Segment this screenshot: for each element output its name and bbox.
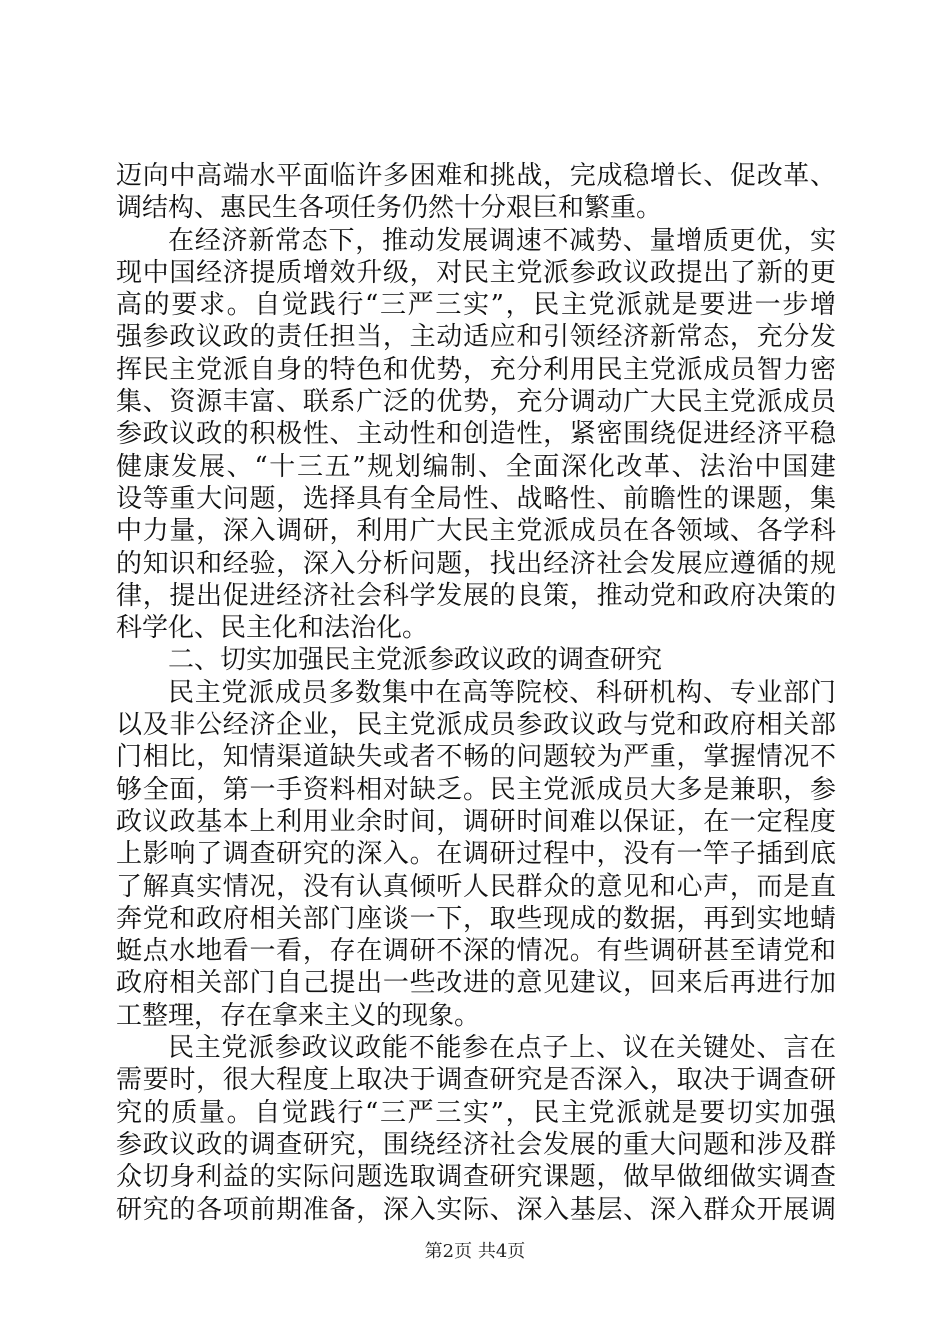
paragraph [116, 677, 836, 1032]
text-line: 政议政基本上利用业余时间，调研时间难以保证，在一定程度 [116, 806, 836, 837]
text-line: 以及非公经济企业，民主党派成员参政议政与党和政府相关部 [116, 710, 836, 741]
page-number-footer: 第2页 共4页 [424, 1241, 526, 1262]
paragraph [116, 1032, 836, 1226]
paragraph [116, 225, 836, 645]
text-line: 民主党派参政议政能不能参在点子上、议在关键处、言在 [168, 1033, 836, 1064]
text-line: 强参政议政的责任担当，主动适应和引领经济新常态，充分发 [116, 322, 836, 353]
text-line: 科学化、民主化和法治化。 [116, 613, 429, 644]
text-line: 参政议政的调查研究，围绕经济社会发展的重大问题和涉及群 [116, 1129, 836, 1160]
text-line: 现中国经济提质增效升级，对民主党派参政议政提出了新的更 [116, 257, 836, 288]
text-line: 迈向中高端水平面临许多困难和挑战，完成稳增长、促改革、 [116, 161, 836, 191]
paragraph [116, 160, 836, 225]
text-line: 了解真实情况，没有认真倾听人民群众的意见和心声，而是直 [116, 871, 836, 902]
text-line: 蜓点水地看一看，存在调研不深的情况。有些调研甚至请党和 [116, 936, 836, 967]
text-line: 高的要求。自觉践行“三严三实”，民主党派就是要进一步增 [116, 290, 836, 321]
text-line: 调结构、惠民生各项任务仍然十分艰巨和繁重。 [116, 193, 663, 224]
text-line: 门相比，知情渠道缺失或者不畅的问题较为严重，掌握情况不 [116, 742, 836, 773]
text-line: 研究的各项前期准备，深入实际、深入基层、深入群众开展调 [116, 1194, 836, 1225]
text-line: 上影响了调查研究的深入。在调研过程中，没有一竿子插到底 [116, 839, 836, 870]
document-body [116, 160, 836, 1226]
text-line: 在经济新常态下，推动发展调速不减势、量增质更优，实 [168, 225, 836, 256]
section-heading [116, 644, 836, 676]
text-line: 中力量，深入调研，利用广大民主党派成员在各领域、各学科 [116, 516, 836, 547]
text-line: 够全面，第一手资料相对缺乏。民主党派成员大多是兼职，参 [116, 774, 836, 805]
text-line: 民主党派成员多数集中在高等院校、科研机构、专业部门 [168, 677, 836, 708]
text-line: 参政议政的积极性、主动性和创造性，紧密围绕促进经济平稳 [116, 419, 836, 450]
text-line: 需要时，很大程度上取决于调查研究是否深入，取决于调查研 [116, 1065, 836, 1096]
text-line: 政府相关部门自己提出一些改进的意见建议，回来后再进行加 [116, 968, 836, 999]
text-line: 究的质量。自觉践行“三严三实”，民主党派就是要切实加强 [116, 1097, 836, 1128]
text-line: 二、切实加强民主党派参政议政的调查研究 [168, 645, 663, 676]
text-line: 律，提出促进经济社会科学发展的良策，推动党和政府决策的 [116, 580, 836, 611]
text-line: 众切身利益的实际问题选取调查研究课题，做早做细做实调查 [116, 1162, 836, 1193]
text-line: 设等重大问题，选择具有全局性、战略性、前瞻性的课题，集 [116, 483, 836, 514]
text-line: 挥民主党派自身的特色和优势，充分利用民主党派成员智力密 [116, 354, 836, 385]
text-line: 工整理，存在拿来主义的现象。 [116, 1000, 481, 1031]
text-line: 健康发展、“十三五”规划编制、全面深化改革、法治中国建 [116, 451, 836, 482]
text-line: 集、资源丰富、联系广泛的优势，充分调动广大民主党派成员 [116, 387, 836, 418]
text-line: 奔党和政府相关部门座谈一下，取些现成的数据，再到实地蜻 [116, 903, 836, 934]
text-line: 的知识和经验，深入分析问题，找出经济社会发展应遵循的规 [116, 548, 836, 579]
